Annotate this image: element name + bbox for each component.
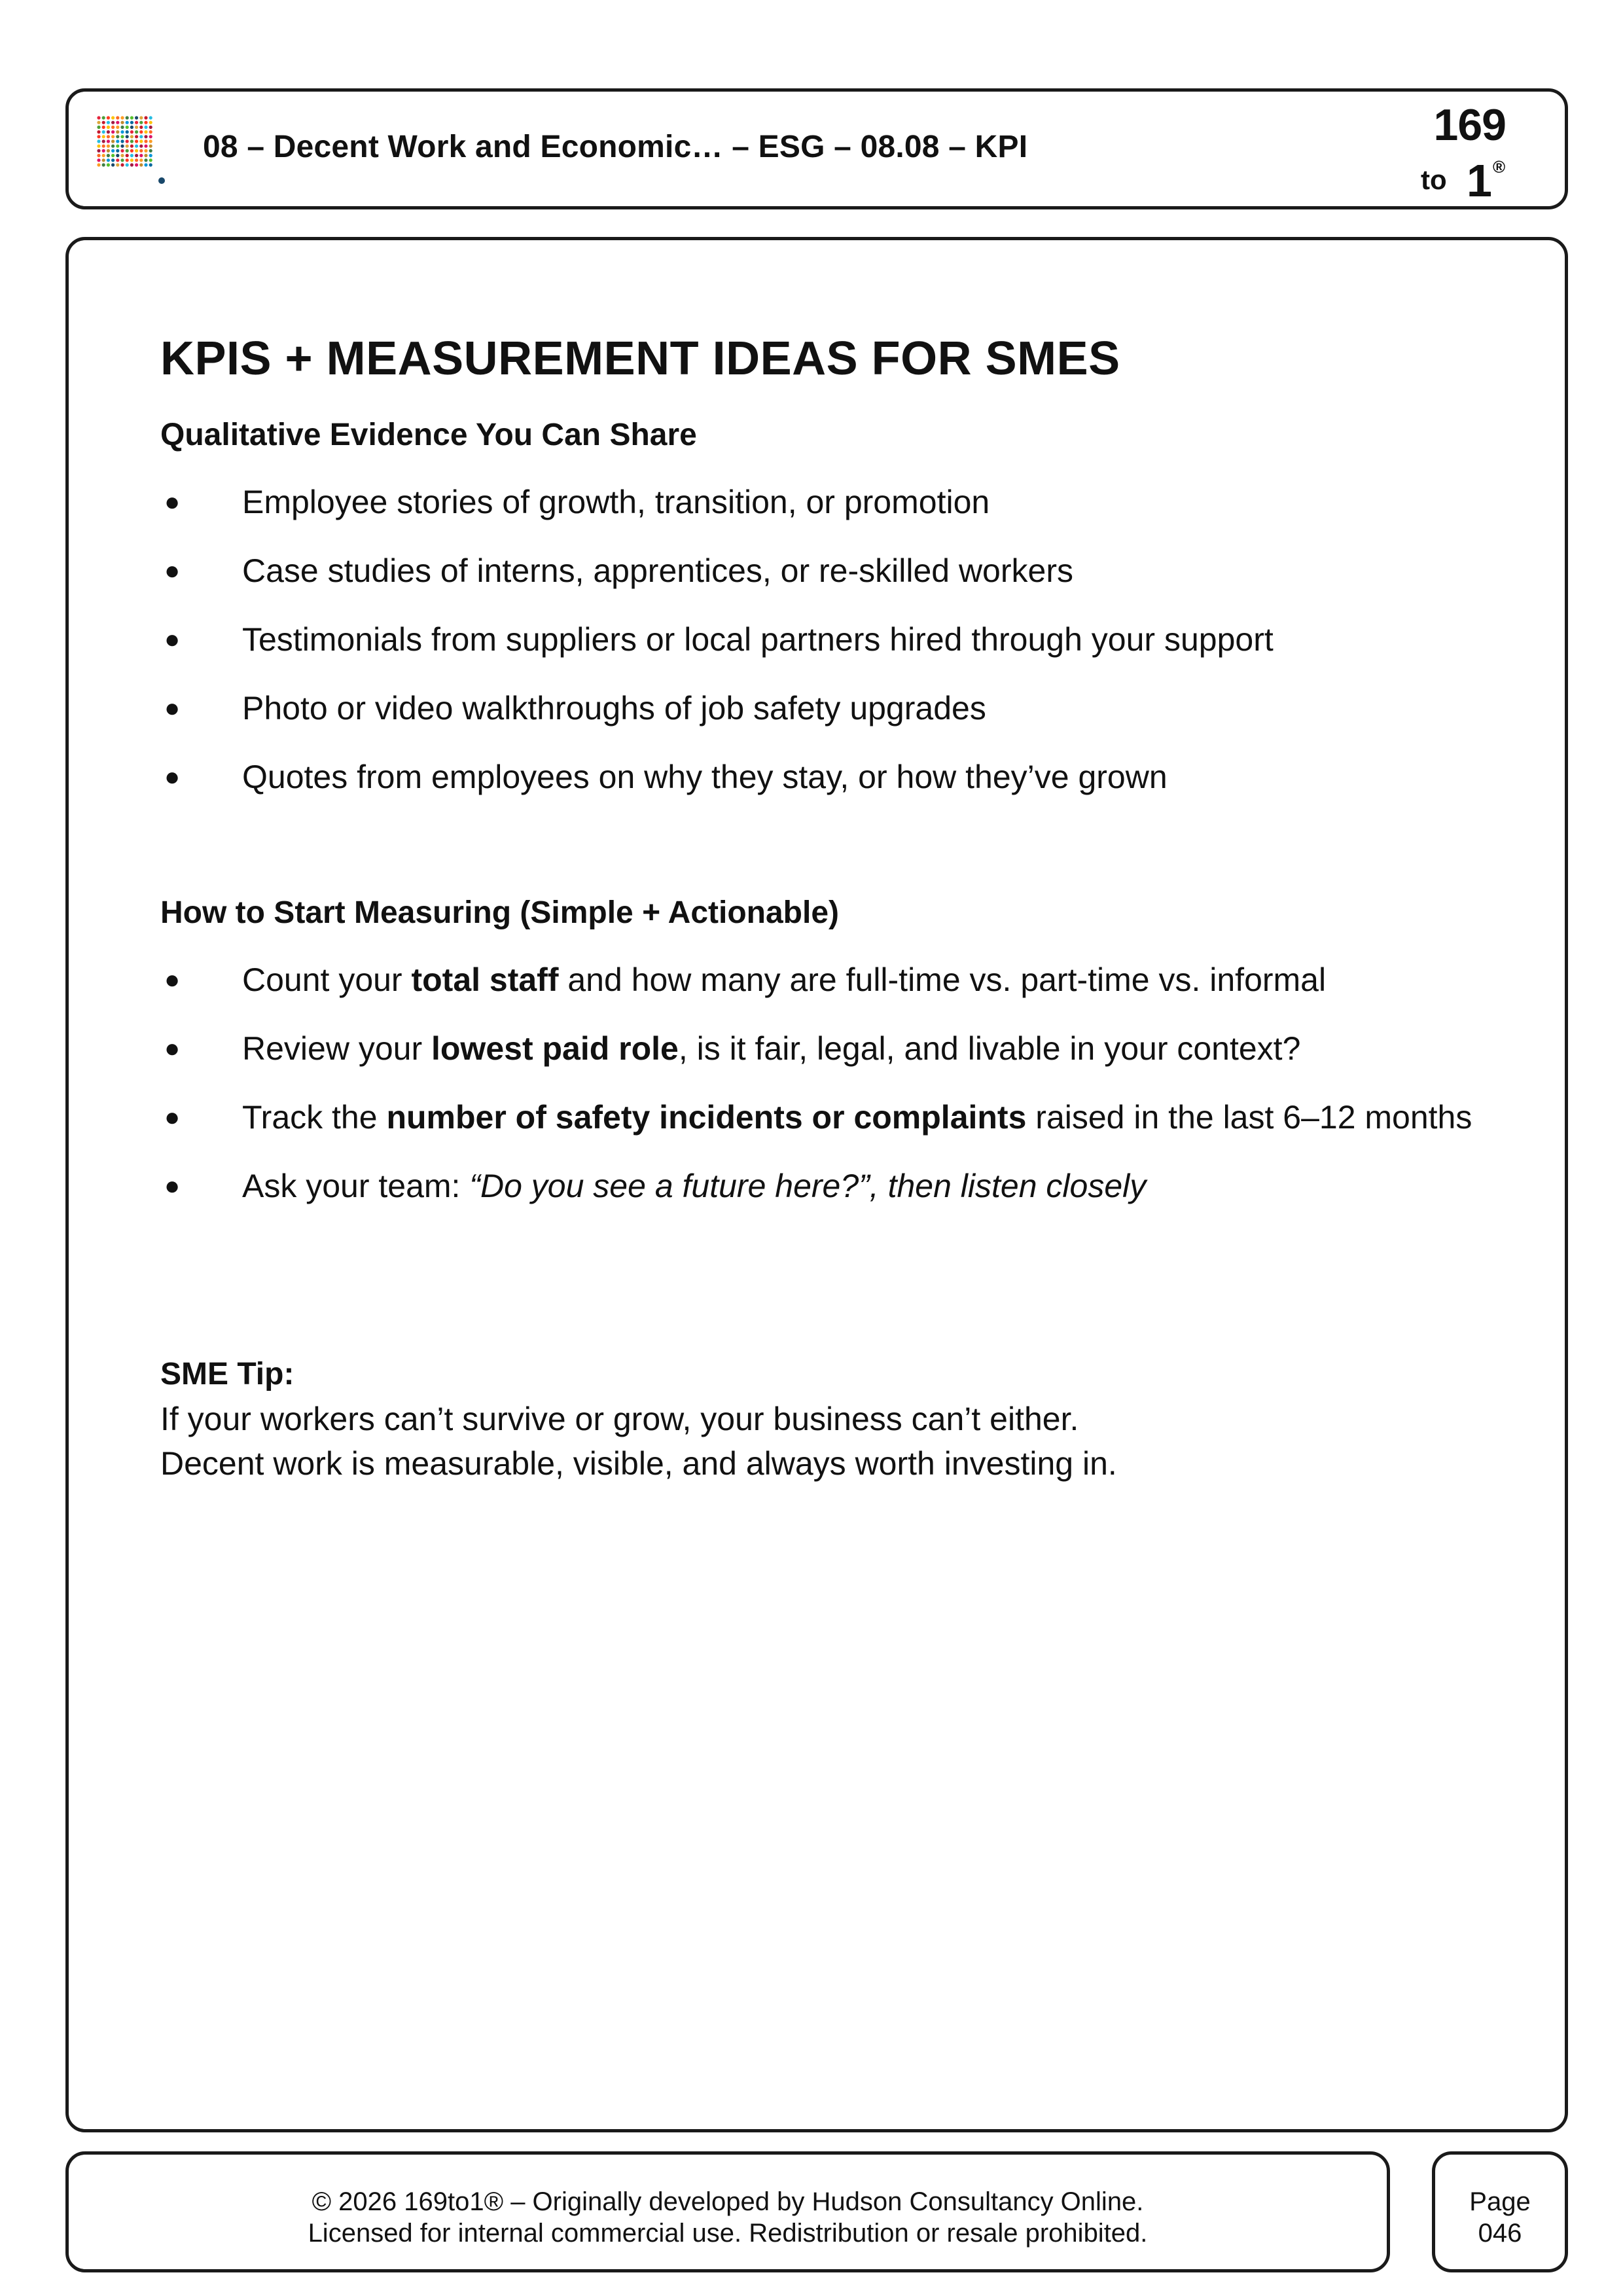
page-number: 046 bbox=[1478, 2219, 1522, 2248]
dot-grid-logo-icon bbox=[96, 115, 167, 186]
tip-line-2: Decent work is measurable, visible, and always worth investing in. bbox=[160, 1445, 1117, 1482]
page-number-box bbox=[1432, 2151, 1568, 2272]
brand-logo bbox=[1388, 97, 1506, 205]
measuring-list bbox=[160, 957, 1508, 1232]
brand-number: 169 bbox=[1433, 100, 1506, 150]
page-indicator bbox=[1435, 2186, 1565, 2249]
bullet-icon: ● bbox=[164, 488, 181, 516]
list-item: ● Count your total staff and how many are full-time vs. part-time vs. informal bbox=[160, 957, 1508, 1003]
page-label: Page bbox=[1469, 2187, 1531, 2216]
list-item: ● Case studies of interns, apprentices, or re-skilled workers bbox=[160, 548, 1508, 594]
brand-to: to bbox=[1421, 164, 1447, 195]
section-title-measuring: How to Start Measuring (Simple + Actionable) bbox=[160, 895, 840, 930]
list-item: ● Ask your team: “Do you see a future here?”, then listen closely bbox=[160, 1163, 1508, 1209]
bullet-icon: ● bbox=[164, 762, 181, 791]
footer-text bbox=[69, 2186, 1387, 2249]
list-item: ● Employee stories of growth, transition, or promotion bbox=[160, 479, 1508, 525]
list-item: ● Quotes from employees on why they stay, or how they’ve grown bbox=[160, 754, 1508, 800]
bullet-icon: ● bbox=[164, 694, 181, 723]
copyright-line: © 2026 169to1® – Originally developed by Hudson Consultancy Online. bbox=[312, 2187, 1144, 2216]
header-bar bbox=[65, 88, 1568, 209]
page-title: KPIS + MEASUREMENT IDEAS FOR SMES bbox=[160, 332, 1120, 385]
brand-one: 1 bbox=[1467, 155, 1492, 206]
section-title-qualitative: Qualitative Evidence You Can Share bbox=[160, 418, 697, 452]
brand-registered-mark: ® bbox=[1493, 157, 1506, 177]
qualitative-evidence-list bbox=[160, 479, 1508, 823]
bullet-icon: ● bbox=[164, 1034, 181, 1063]
license-line: Licensed for internal commercial use. Redistribution or resale prohibited. bbox=[308, 2219, 1148, 2248]
list-item: ● Review your lowest paid role, is it fair, legal, and livable in your context? bbox=[160, 1026, 1508, 1071]
bullet-icon: ● bbox=[164, 1172, 181, 1200]
header-title: 08 – Decent Work and Economic… – ESG – 08.08 – KPI bbox=[203, 130, 1028, 164]
bullet-icon: ● bbox=[164, 625, 181, 654]
list-item: ● Photo or video walkthroughs of job safety upgrades bbox=[160, 685, 1508, 731]
list-item: ● Testimonials from suppliers or local partners hired through your support bbox=[160, 617, 1508, 662]
tip-line-1: If your workers can’t survive or grow, your business can’t either. bbox=[160, 1401, 1079, 1437]
footer-bar bbox=[65, 2151, 1390, 2272]
tip-title: SME Tip: bbox=[160, 1357, 294, 1391]
bullet-icon: ● bbox=[164, 965, 181, 994]
bullet-icon: ● bbox=[164, 556, 181, 585]
bullet-icon: ● bbox=[164, 1103, 181, 1132]
main-content-panel bbox=[65, 237, 1568, 2132]
list-item: ● Track the number of safety incidents or complaints raised in the last 6–12 months bbox=[160, 1094, 1508, 1140]
